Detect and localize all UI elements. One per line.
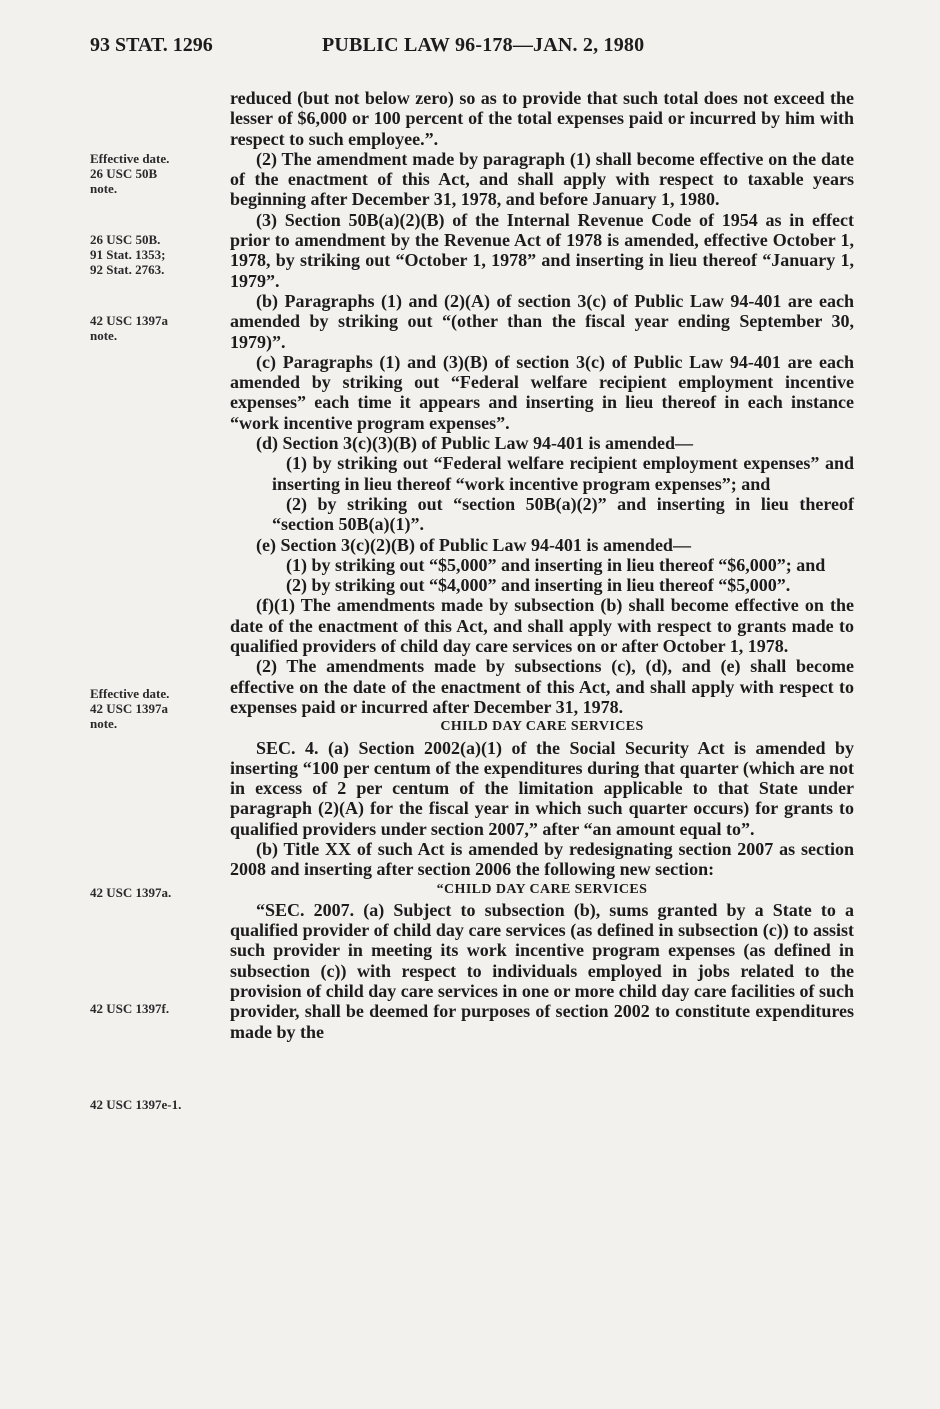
margin-note-effective-date-26-usc-50b: Effective date. 26 USC 50B note. <box>90 151 170 196</box>
margin-note-42-usc-1397a: 42 USC 1397a. <box>90 885 172 900</box>
paragraph-e: (e) Section 3(c)(2)(B) of Public Law 94-401 is amended— <box>256 534 691 555</box>
paragraph-d: (d) Section 3(c)(3)(B) of Public Law 94-401 is amended— <box>256 433 693 454</box>
paragraph-b: (b) Paragraphs (1) and (2)(A) of section 3(c) of Public Law 94-401 are each amended by striking out “(other than the fiscal year ending September 30, 1979)”. <box>230 290 854 352</box>
statute-body <box>230 88 854 1042</box>
paragraph-e-2: (2) by striking out “$4,000” and inserting in lieu thereof “$5,000”. <box>286 575 791 596</box>
law-title: PUBLIC LAW 96-178—JAN. 2, 1980 <box>322 34 645 56</box>
paragraph-f-2: (2) The amendments made by subsections (c), (d), and (e) shall become effective on the date of the enactment of this Act, and shall apply with respect to expenses paid or incurred after December 31, 1978. <box>230 656 854 717</box>
paragraph-a-3: (3) Section 50B(a)(2)(B) of the Internal Revenue Code of 1954 as in effect prior to amendment by the Revenue Act of 1978 is amended, effective October 1, 1978, by striking out “October 1, 1978” and inserting in lieu thereof “January 1, 1979”. <box>230 209 854 291</box>
paragraph-d-1: (1) by striking out “Federal welfare recipient employment expenses” and inserting in lieu thereof “work incentive program expenses”; and <box>272 453 854 494</box>
running-header <box>0 34 940 64</box>
margin-note-42-usc-1397f: 42 USC 1397f. <box>90 1001 170 1016</box>
paragraph-e-1: (1) by striking out “$5,000” and inserting in lieu thereof “$6,000”; and <box>286 554 826 575</box>
margin-note-effective-date-42-usc-1397a: Effective date. 42 USC 1397a note. <box>90 686 170 731</box>
inserted-section-heading: “CHILD DAY CARE SERVICES <box>436 881 648 897</box>
paragraph-a-2: (2) The amendment made by paragraph (1) shall become effective on the date of the enactment of this Act, and shall apply with respect to taxable years beginning after December 31, 1978, and before January 1, 1980. <box>230 148 854 210</box>
margin-note-26-usc-50b: 26 USC 50B. 91 Stat. 1353; 92 Stat. 2763. <box>90 232 166 277</box>
paragraph-continuation: reduced (but not below zero) so as to provide that such total does not exceed the lesser of $6,000 or 100 percent of the total expenses paid or incurred by him with respect to such employee.”. <box>230 88 854 149</box>
margin-note-42-usc-1397a-note: 42 USC 1397a note. <box>90 313 169 343</box>
margin-note-42-usc-1397e-1: 42 USC 1397e-1. <box>90 1097 182 1112</box>
section-4-b: (b) Title XX of such Act is amended by redesignating section 2007 as section 2008 and inserting after section 2006 the following new section: <box>230 838 854 880</box>
section-4-a: SEC. 4. (a) Section 2002(a)(1) of the Social Security Act is amended by inserting “100 per centum of the expenditures during that quarter (which are not in excess of 2 per centum of the limitation applicable to that State under paragraph (2)(A) for the fiscal year in which such quarter occurs) for grants to qualified providers under section 2007,” after “an amount equal to”. <box>230 737 854 839</box>
paragraph-f-1: (f)(1) The amendments made by subsection (b) shall become effective on the date of the enactment of this Act, and shall apply with respect to grants made to qualified providers of child day care services on or after October 1, 1978. <box>230 595 854 657</box>
paragraph-c: (c) Paragraphs (1) and (3)(B) of section 3(c) of Public Law 94-401 are each amended by striking out “Federal welfare recipient employment incentive expenses” each time it appears and inserting in lieu thereof in each instance “work incentive program expenses”. <box>230 351 854 433</box>
section-2007-a: “SEC. 2007. (a) Subject to subsection (b), sums granted by a State to a qualified provider of child day care services (as defined in subsection (c)) to assist such provider in meeting its work incentive program expenses (as defined in subsection (c)) with respect to individuals employed in jobs related to the provision of child day care services in one or more child day care facilities of such provider, shall be deemed for purposes of section 2002 to constitute expenditures made by the <box>230 899 854 1042</box>
stat-page-reference: 93 STAT. 1296 <box>90 34 213 56</box>
paragraph-d-2: (2) by striking out “section 50B(a)(2)” and inserting in lieu thereof “section 50B(a)(1)”. <box>272 493 854 535</box>
section-heading-child-day-care: CHILD DAY CARE SERVICES <box>440 719 644 735</box>
